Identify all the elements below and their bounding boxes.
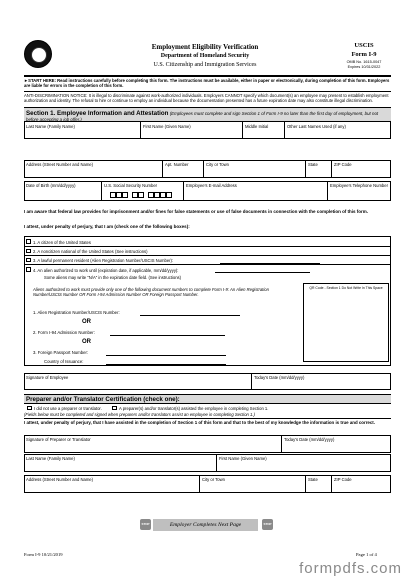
email-field[interactable] [184, 181, 328, 201]
section1-title: Section 1. Employee Information and Attestation [26, 109, 169, 117]
option-divider [24, 264, 391, 265]
address-label: Address (Street Number and Name) [26, 161, 94, 167]
section1-header [24, 107, 391, 122]
preparer-header [24, 394, 391, 404]
preparer-city-label: City or Town [202, 476, 225, 482]
alien-document-note: Aliens authorized to work must provide only one of the following document numbers to complete Form I-9: An Alien Registration Number/USCIS Number OR Form I-94 Admission Number OR Foreign Passport Number. [33, 287, 269, 298]
employee-date-field[interactable] [252, 373, 391, 390]
stop-sign-icon: STOP [140, 519, 151, 530]
preparer-attest: I attest, under penalty of perjury, that I have assisted in the completion of Section 1 of this form and that to the best of my knowledge the information is true and correct. [24, 419, 375, 425]
country-of-issuance-line[interactable] [106, 364, 226, 365]
preparer-last-name-label: Last Name (Family Name) [26, 455, 75, 461]
preparer-signature-label: Signature of Preparer or Translator [26, 436, 91, 442]
alien-number-line[interactable] [220, 263, 320, 264]
or-separator: OR [82, 319, 91, 325]
preparer-city-field[interactable] [200, 475, 306, 493]
i94-number-line[interactable] [110, 335, 225, 336]
dob-field[interactable] [24, 181, 102, 201]
expiration-date: Expires 10/31/2022 [347, 65, 381, 69]
qr-code-label: QR Code - Section 1 Do Not Write In This Space [309, 286, 383, 290]
last-name-field[interactable] [24, 122, 141, 139]
employee-signature-field[interactable] [24, 373, 252, 390]
section1-subtitle: (Employees must complete and sign Section 1 of Form I-9 no later than the first day of employment, but not before accepting a job offer.) [26, 110, 379, 122]
na-note: Some aliens may write "N/A" in the expiration date field. (See instructions) [44, 275, 182, 280]
citizen-option-label: 1. A citizen of the United States [33, 239, 91, 245]
no-preparer-label: I did not use a preparer or translator. [34, 406, 102, 411]
employee-date-label: Today's Date (mm/dd/yyyy) [254, 374, 305, 380]
ssn-box[interactable] [122, 192, 128, 198]
state-field[interactable] [306, 160, 332, 178]
preparer-state-field[interactable] [306, 475, 332, 493]
first-name-field[interactable] [141, 122, 243, 139]
preparer-zip-label: ZIP Code [334, 476, 352, 482]
preparer-date-label: Today's Date (mm/dd/yyyy) [284, 436, 335, 442]
option-divider [24, 246, 391, 247]
dhs-seal-icon [24, 40, 52, 68]
anti-discrimination-notice: ANTI-DISCRIMINATION NOTICE: It is illegal to discriminate against work-authorized individuals. Employers CANNOT specify which document(s) an employee may present to establish employment authorization and identity. The refusal to hire or continue to employ an individual because the documentation presented has a future expiration date may also constitute illegal discrimination. [24, 93, 389, 104]
watermark-text: formpdfs.com [299, 560, 402, 577]
no-preparer-checkbox[interactable] [27, 406, 32, 411]
employee-signature-label: Signature of Employee [26, 374, 69, 380]
preparer-signature-field[interactable] [24, 435, 282, 453]
noncitizen-national-checkbox[interactable] [26, 249, 31, 254]
notice-rule [24, 91, 391, 92]
preparer-assisted-checkbox[interactable] [112, 406, 117, 411]
preparer-zip-field[interactable] [332, 475, 391, 493]
preparer-rule [24, 418, 391, 419]
page-number: Page 1 of 4 [356, 552, 377, 557]
city-label: City or Town [206, 161, 229, 167]
alien-registration-label: 1. Alien Registration Number/USCIS Number: [33, 310, 120, 315]
header-rule [24, 75, 391, 77]
department-name: Department of Homeland Security [160, 53, 250, 59]
preparer-state-label: State [308, 476, 318, 482]
country-of-issuance-label: Country of Issuance: [44, 359, 84, 364]
preparer-first-name-label: First Name (Given Name) [219, 455, 267, 461]
i94-number-label: 2. Form I-94 Admission Number: [33, 330, 95, 335]
phone-field[interactable] [328, 181, 391, 201]
preparer-note: (Fields below must be completed and signed when preparers and/or translators assist an employee in completing Section 1.) [24, 412, 255, 417]
dob-label: Date of Birth (mm/dd/yyyy) [26, 182, 76, 188]
attest-statement: I attest, under penalty of perjury, that I am (check one of the following boxes): [24, 224, 190, 229]
ssn-box[interactable] [138, 192, 144, 198]
expiration-date-line[interactable] [215, 272, 310, 273]
other-last-names-label: Other Last Names Used (if any) [287, 123, 346, 129]
middle-initial-label: Middle Initial [245, 123, 269, 129]
option-divider [24, 255, 391, 256]
aware-statement: I am aware that federal law provides for imprisonment and/or fines for false statements or use of false documents in connection with the completion of this form. [24, 209, 369, 214]
address-field[interactable] [24, 160, 163, 178]
permanent-resident-option-label: 3. A lawful permanent resident (Alien Registration Number/USCIS Number): [33, 258, 174, 263]
agency-short: USCIS [354, 42, 374, 49]
alien-registration-line[interactable] [140, 315, 240, 316]
form-revision-date: Form I-9 10/21/2019 [24, 552, 63, 557]
zip-field[interactable] [332, 160, 391, 178]
email-label: Employee's E-mail Address [186, 182, 237, 188]
permanent-resident-checkbox[interactable] [26, 258, 31, 263]
preparer-title: Preparer and/or Translator Certification (check one): [26, 396, 180, 403]
agency-name: U.S. Citizenship and Immigration Services [153, 62, 257, 68]
passport-number-line[interactable] [106, 355, 226, 356]
or-separator: OR [82, 339, 91, 345]
apt-number-field[interactable] [163, 160, 204, 178]
form-title: Employment Eligibility Verification [151, 43, 259, 51]
omb-number: OMB No. 1615-0047 [346, 60, 382, 64]
ssn-label: U.S. Social Security Number [104, 182, 158, 188]
ssn-field[interactable] [102, 181, 184, 201]
phone-label: Employee's Telephone Number [330, 182, 388, 188]
stop-sign-icon: STOP [262, 519, 273, 530]
alien-authorized-option-label: 4. An alien authorized to work until (expiration date, if applicable, mm/dd/yyyy): [33, 267, 179, 273]
middle-initial-field[interactable] [243, 122, 285, 139]
passport-number-label: 3. Foreign Passport Number: [33, 350, 89, 355]
citizen-checkbox[interactable] [26, 239, 31, 244]
ssn-box[interactable] [166, 192, 172, 198]
noncitizen-national-option-label: 2. A noncitizen national of the United States (See instructions) [33, 249, 148, 254]
state-label: State [308, 161, 318, 167]
preparer-assisted-label: A preparer(s) and/or translator(s) assisted the employee in completing Section 1. [119, 406, 269, 411]
preparer-address-label: Address (Street Number and Name) [26, 476, 94, 482]
start-here-notice: ►START HERE: Read instructions carefully before completing this form. The instructions must be available, either in paper or electronically, during completion of this form. Employers are liable for errors in the completion of this form. [24, 78, 390, 89]
employer-next-page-banner: Employer Completes Next Page [153, 519, 258, 531]
other-last-names-field[interactable] [285, 122, 391, 139]
apt-number-label: Apt. Number [165, 161, 189, 167]
preparer-last-name-field[interactable] [24, 454, 217, 472]
last-name-label: Last Name (Family Name) [26, 123, 75, 129]
zip-label: ZIP Code [334, 161, 352, 167]
preparer-first-name-field[interactable] [217, 454, 391, 472]
preparer-date-field[interactable] [282, 435, 391, 453]
qr-code-area [303, 283, 389, 362]
alien-authorized-checkbox[interactable] [26, 267, 31, 272]
preparer-address-field[interactable] [24, 475, 200, 493]
form-number: Form I-9 [351, 51, 377, 58]
city-field[interactable] [204, 160, 306, 178]
first-name-label: First Name (Given Name) [143, 123, 191, 129]
